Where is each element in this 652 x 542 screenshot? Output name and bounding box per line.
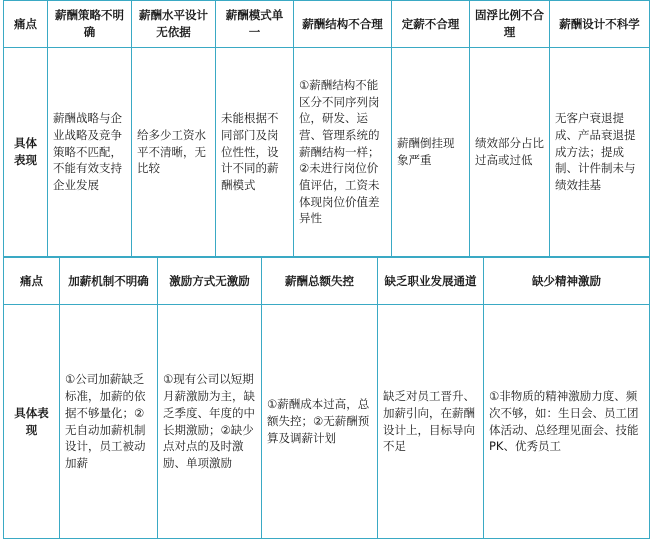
- cell-no-career-path: 缺乏对员工晋升、加薪引向，在薪酬设计上，目标导向不足: [378, 305, 484, 539]
- cell-total-out-of-control: ①薪酬成本过高，总额失控；②无薪酬预算及调薪计划: [262, 305, 378, 539]
- header-cell-design-unscientific: 薪酬设计不科学: [550, 1, 650, 48]
- row-label-manifestation: 具体表现: [4, 48, 48, 257]
- table-row: [4, 305, 650, 539]
- header-cell-fixed-float-ratio: 固浮比例不合理: [470, 1, 550, 48]
- cell-strategy-unclear: 薪酬战略与企业战略及竞争策略不匹配，不能有效支持企业发展: [48, 48, 132, 257]
- header-cell-pain-point: 痛点: [4, 258, 60, 305]
- cell-level-no-basis: 给多少工资水平不清晰，无比较: [132, 48, 216, 257]
- cell-structure-unreasonable: ①薪酬结构不能区分不同序列岗位，研发、运营、管理系统的薪酬结构一样；②未进行岗位价值评估，工资未体现岗位价值差异性: [294, 48, 392, 257]
- cell-design-unscientific: 无客户衰退提成、产品衰退提成方法；提成制、计件制未与绩效挂基: [550, 48, 650, 257]
- compensation-pain-points-table-2: [3, 257, 650, 539]
- header-cell-level-no-basis: 薪酬水平设计无依据: [132, 1, 216, 48]
- header-cell-total-out-of-control: 薪酬总额失控: [262, 258, 378, 305]
- header-cell-mode-single: 薪酬模式单一: [216, 1, 294, 48]
- cell-incentive-ineffective: ①现有公司以短期月薪激励为主，缺乏季度、年度的中长期激励；②缺少点对点的及时激励、单项激励: [158, 305, 262, 539]
- header-cell-strategy-unclear: 薪酬策略不明确: [48, 1, 132, 48]
- header-cell-incentive-ineffective: 激励方式无激励: [158, 258, 262, 305]
- cell-raise-mechanism-unclear: ①公司加薪缺乏标准，加薪的依据不够量化；②无自动加薪机制设计，员工被动加薪: [60, 305, 158, 539]
- header-cell-no-career-path: 缺乏职业发展通道: [378, 258, 484, 305]
- header-cell-structure-unreasonable: 薪酬结构不合理: [294, 1, 392, 48]
- header-cell-pay-setting-unreasonable: 定薪不合理: [392, 1, 470, 48]
- compensation-pain-points-table-1: [3, 0, 650, 257]
- header-cell-raise-mechanism-unclear: 加薪机制不明确: [60, 258, 158, 305]
- cell-no-spiritual-incentive: ①非物质的精神激励力度、频次不够，如：生日会、员工团体活动、总经理见面会、技能PK、优秀员工: [484, 305, 650, 539]
- header-cell-pain-point: 痛点: [4, 1, 48, 48]
- cell-mode-single: 未能根据不同部门及岗位性性，设计不同的薪酬模式: [216, 48, 294, 257]
- cell-fixed-float-ratio: 绩效部分占比过高或过低: [470, 48, 550, 257]
- table-header-row: [4, 258, 650, 305]
- header-cell-no-spiritual-incentive: 缺少精神激励: [484, 258, 650, 305]
- table-row: [4, 48, 650, 257]
- row-label-manifestation: 具体表现: [4, 305, 60, 539]
- cell-pay-setting-unreasonable: 薪酬倒挂现象严重: [392, 48, 470, 257]
- table-header-row: [4, 1, 650, 48]
